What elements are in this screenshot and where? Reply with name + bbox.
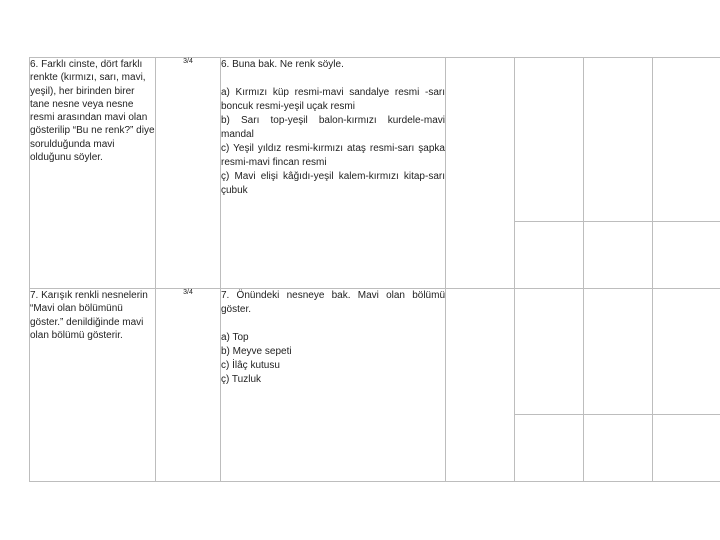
objective-cell bbox=[30, 289, 156, 482]
table-row bbox=[30, 289, 720, 415]
activity-cell bbox=[221, 58, 446, 289]
empty-cell bbox=[653, 415, 720, 482]
activity-option: ç) Mavi elişi kâğıdı-yeşil kalem-kırmızı kitap-sarı çubuk bbox=[221, 171, 445, 196]
empty-cell bbox=[515, 222, 584, 289]
level-cell bbox=[156, 289, 221, 482]
empty-cell bbox=[584, 222, 653, 289]
objective-cell bbox=[30, 58, 156, 289]
activity-option: b) Sarı top-yeşil balon-kırmızı kurdele-mavi mandal bbox=[221, 115, 445, 140]
empty-cell bbox=[446, 58, 515, 289]
empty-cell bbox=[584, 58, 653, 222]
empty-cell bbox=[653, 58, 720, 222]
assessment-table bbox=[29, 57, 720, 482]
activity-option: ç) Tuzluk bbox=[221, 374, 262, 385]
table-row bbox=[30, 58, 720, 222]
level-text: 3/4 bbox=[183, 58, 193, 65]
objective-text: 6. Farklı cinste, dört farklı renkte (kırmızı, sarı, mavi, yeşil), her birinden birer tane nesne veya nesne resmi arasından mavi olan gösterilip “Bu ne renk?” diye sorulduğunda mavi olduğunu söyler. bbox=[30, 59, 155, 164]
activity-option: b) Meyve sepeti bbox=[221, 346, 292, 357]
empty-cell bbox=[515, 58, 584, 222]
activity-option: a) Top bbox=[221, 332, 249, 343]
activity-option: c) Yeşil yıldız resmi-kırmızı ataş resmi-sarı şapka resmi-mavi fincan resmi bbox=[221, 143, 445, 168]
empty-cell bbox=[446, 289, 515, 482]
empty-cell bbox=[584, 415, 653, 482]
empty-cell bbox=[653, 222, 720, 289]
activity-title: 7. Önündeki nesneye bak. Mavi olan bölümü göster. bbox=[221, 290, 445, 315]
empty-cell bbox=[653, 289, 720, 415]
activity-title: 6. Buna bak. Ne renk söyle. bbox=[221, 59, 344, 70]
empty-cell bbox=[515, 289, 584, 415]
level-text: 3/4 bbox=[183, 289, 193, 296]
activity-option: a) Kırmızı küp resmi-mavi sandalye resmi -sarı boncuk resmi-yeşil uçak resmi bbox=[221, 87, 445, 112]
activity-option: c) İlâç kutusu bbox=[221, 360, 280, 371]
empty-cell bbox=[515, 415, 584, 482]
empty-cell bbox=[584, 289, 653, 415]
level-cell bbox=[156, 58, 221, 289]
activity-cell bbox=[221, 289, 446, 482]
objective-text: 7. Karışık renkli nesnelerin “Mavi olan bölümünü göster.” denildiğinde mavi olan bölümü gösterir. bbox=[30, 290, 148, 341]
